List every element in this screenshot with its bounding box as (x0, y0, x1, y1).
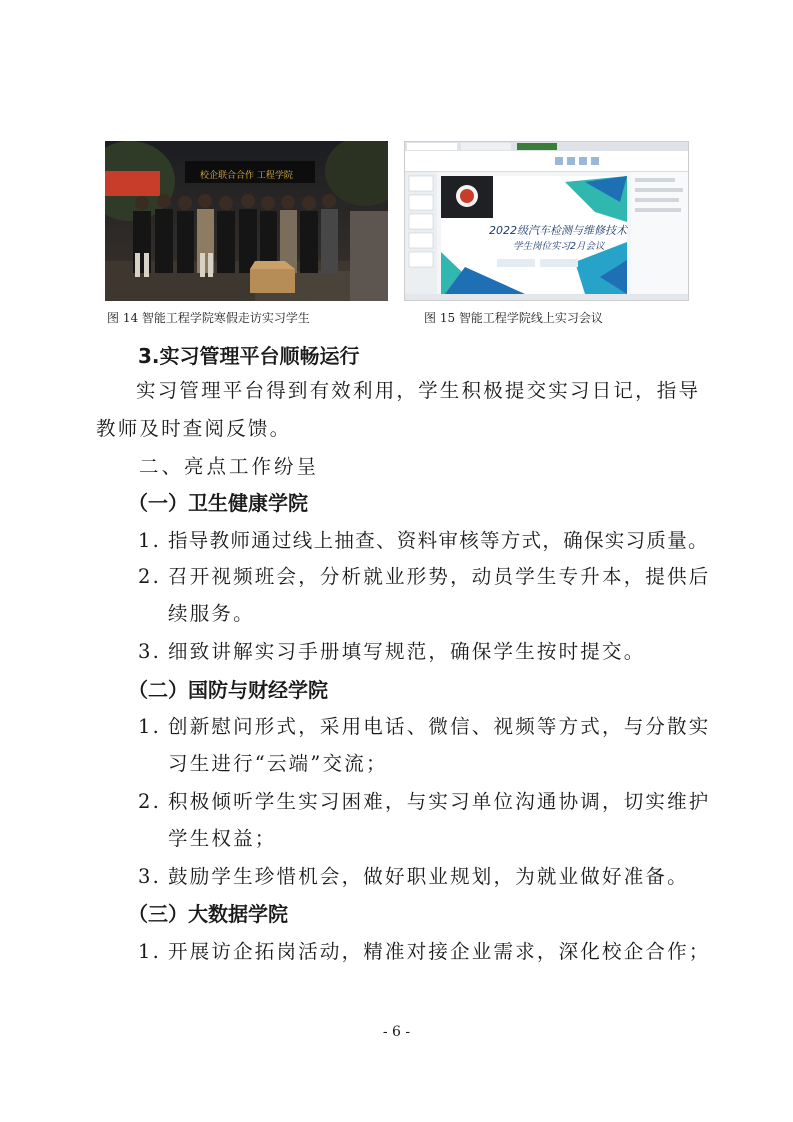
figure-15-caption: 图 15 智能工程学院线上实习会议 (424, 311, 603, 325)
college-2-item-2-continuation: 学生权益； (168, 827, 277, 850)
figure-15-slide-title-1: 2022级汽车检测与维修技术 (489, 224, 627, 237)
college-2-item-1-continuation: 习生进行“云端”交流； (168, 752, 388, 775)
college-1-item-3 (138, 636, 645, 664)
figure-15-screenshot (404, 141, 689, 301)
list-item-text: 积极倾听学生实习困难，与实习单位沟通协调，切实维护 (168, 790, 711, 813)
page-number: - 6 - (382, 1024, 411, 1040)
list-item-text: 细致讲解实习手册填写规范，确保学生按时提交。 (168, 640, 646, 663)
list-number: 3. (138, 865, 162, 888)
list-item-text: 创新慰问形式，采用电话、微信、视频等方式，与分散实 (168, 715, 711, 738)
college-2-item-3 (138, 861, 689, 889)
list-number: 1. (138, 940, 162, 963)
college-2-title: （二）国防与财经学院 (128, 678, 328, 702)
list-number: 3. (138, 640, 162, 663)
section-3-paragraph-line-2: 教师及时查阅反馈。 (96, 417, 292, 440)
figure-14-banner-text: 校企联合合作 工程学院 (200, 171, 293, 181)
college-1-item-2 (138, 561, 711, 589)
section-3-title: 3.实习管理平台顺畅运行 (138, 344, 360, 368)
college-2-item-1 (138, 711, 711, 739)
college-3-item-1 (138, 936, 711, 964)
highlights-title: 二、亮点工作纷呈 (139, 455, 320, 478)
section-3-paragraph-line-1: 实习管理平台得到有效利用，学生积极提交实习日记，指导 (136, 379, 701, 402)
list-item-text: 召开视频班会，分析就业形势，动员学生专升本，提供后 (168, 565, 711, 588)
college-1-item-2-continuation: 续服务。 (168, 602, 255, 625)
list-item-text: 指导教师通过线上抽查、资料审核等方式，确保实习质量。 (168, 529, 709, 552)
list-item-text: 开展访企拓岗活动，精准对接企业需求，深化校企合作； (168, 940, 711, 963)
list-number: 2. (138, 565, 162, 588)
college-3-title: （三）大数据学院 (128, 902, 288, 926)
figure-15-slide-title-2: 学生岗位实习2月会议 (513, 241, 605, 252)
list-number: 1. (138, 529, 162, 552)
list-number: 1. (138, 715, 162, 738)
college-2-item-2 (138, 786, 711, 814)
college-1-item-1 (138, 525, 709, 553)
meeting-screenshot-illustration (405, 142, 688, 300)
group-photo-illustration (105, 141, 388, 301)
list-number: 2. (138, 790, 162, 813)
figure-14-caption: 图 14 智能工程学院寒假走访实习学生 (107, 311, 310, 325)
college-1-title: （一）卫生健康学院 (128, 491, 308, 515)
figure-14-photo (105, 141, 388, 301)
list-item-text: 鼓励学生珍惜机会，做好职业规划，为就业做好准备。 (168, 865, 689, 888)
